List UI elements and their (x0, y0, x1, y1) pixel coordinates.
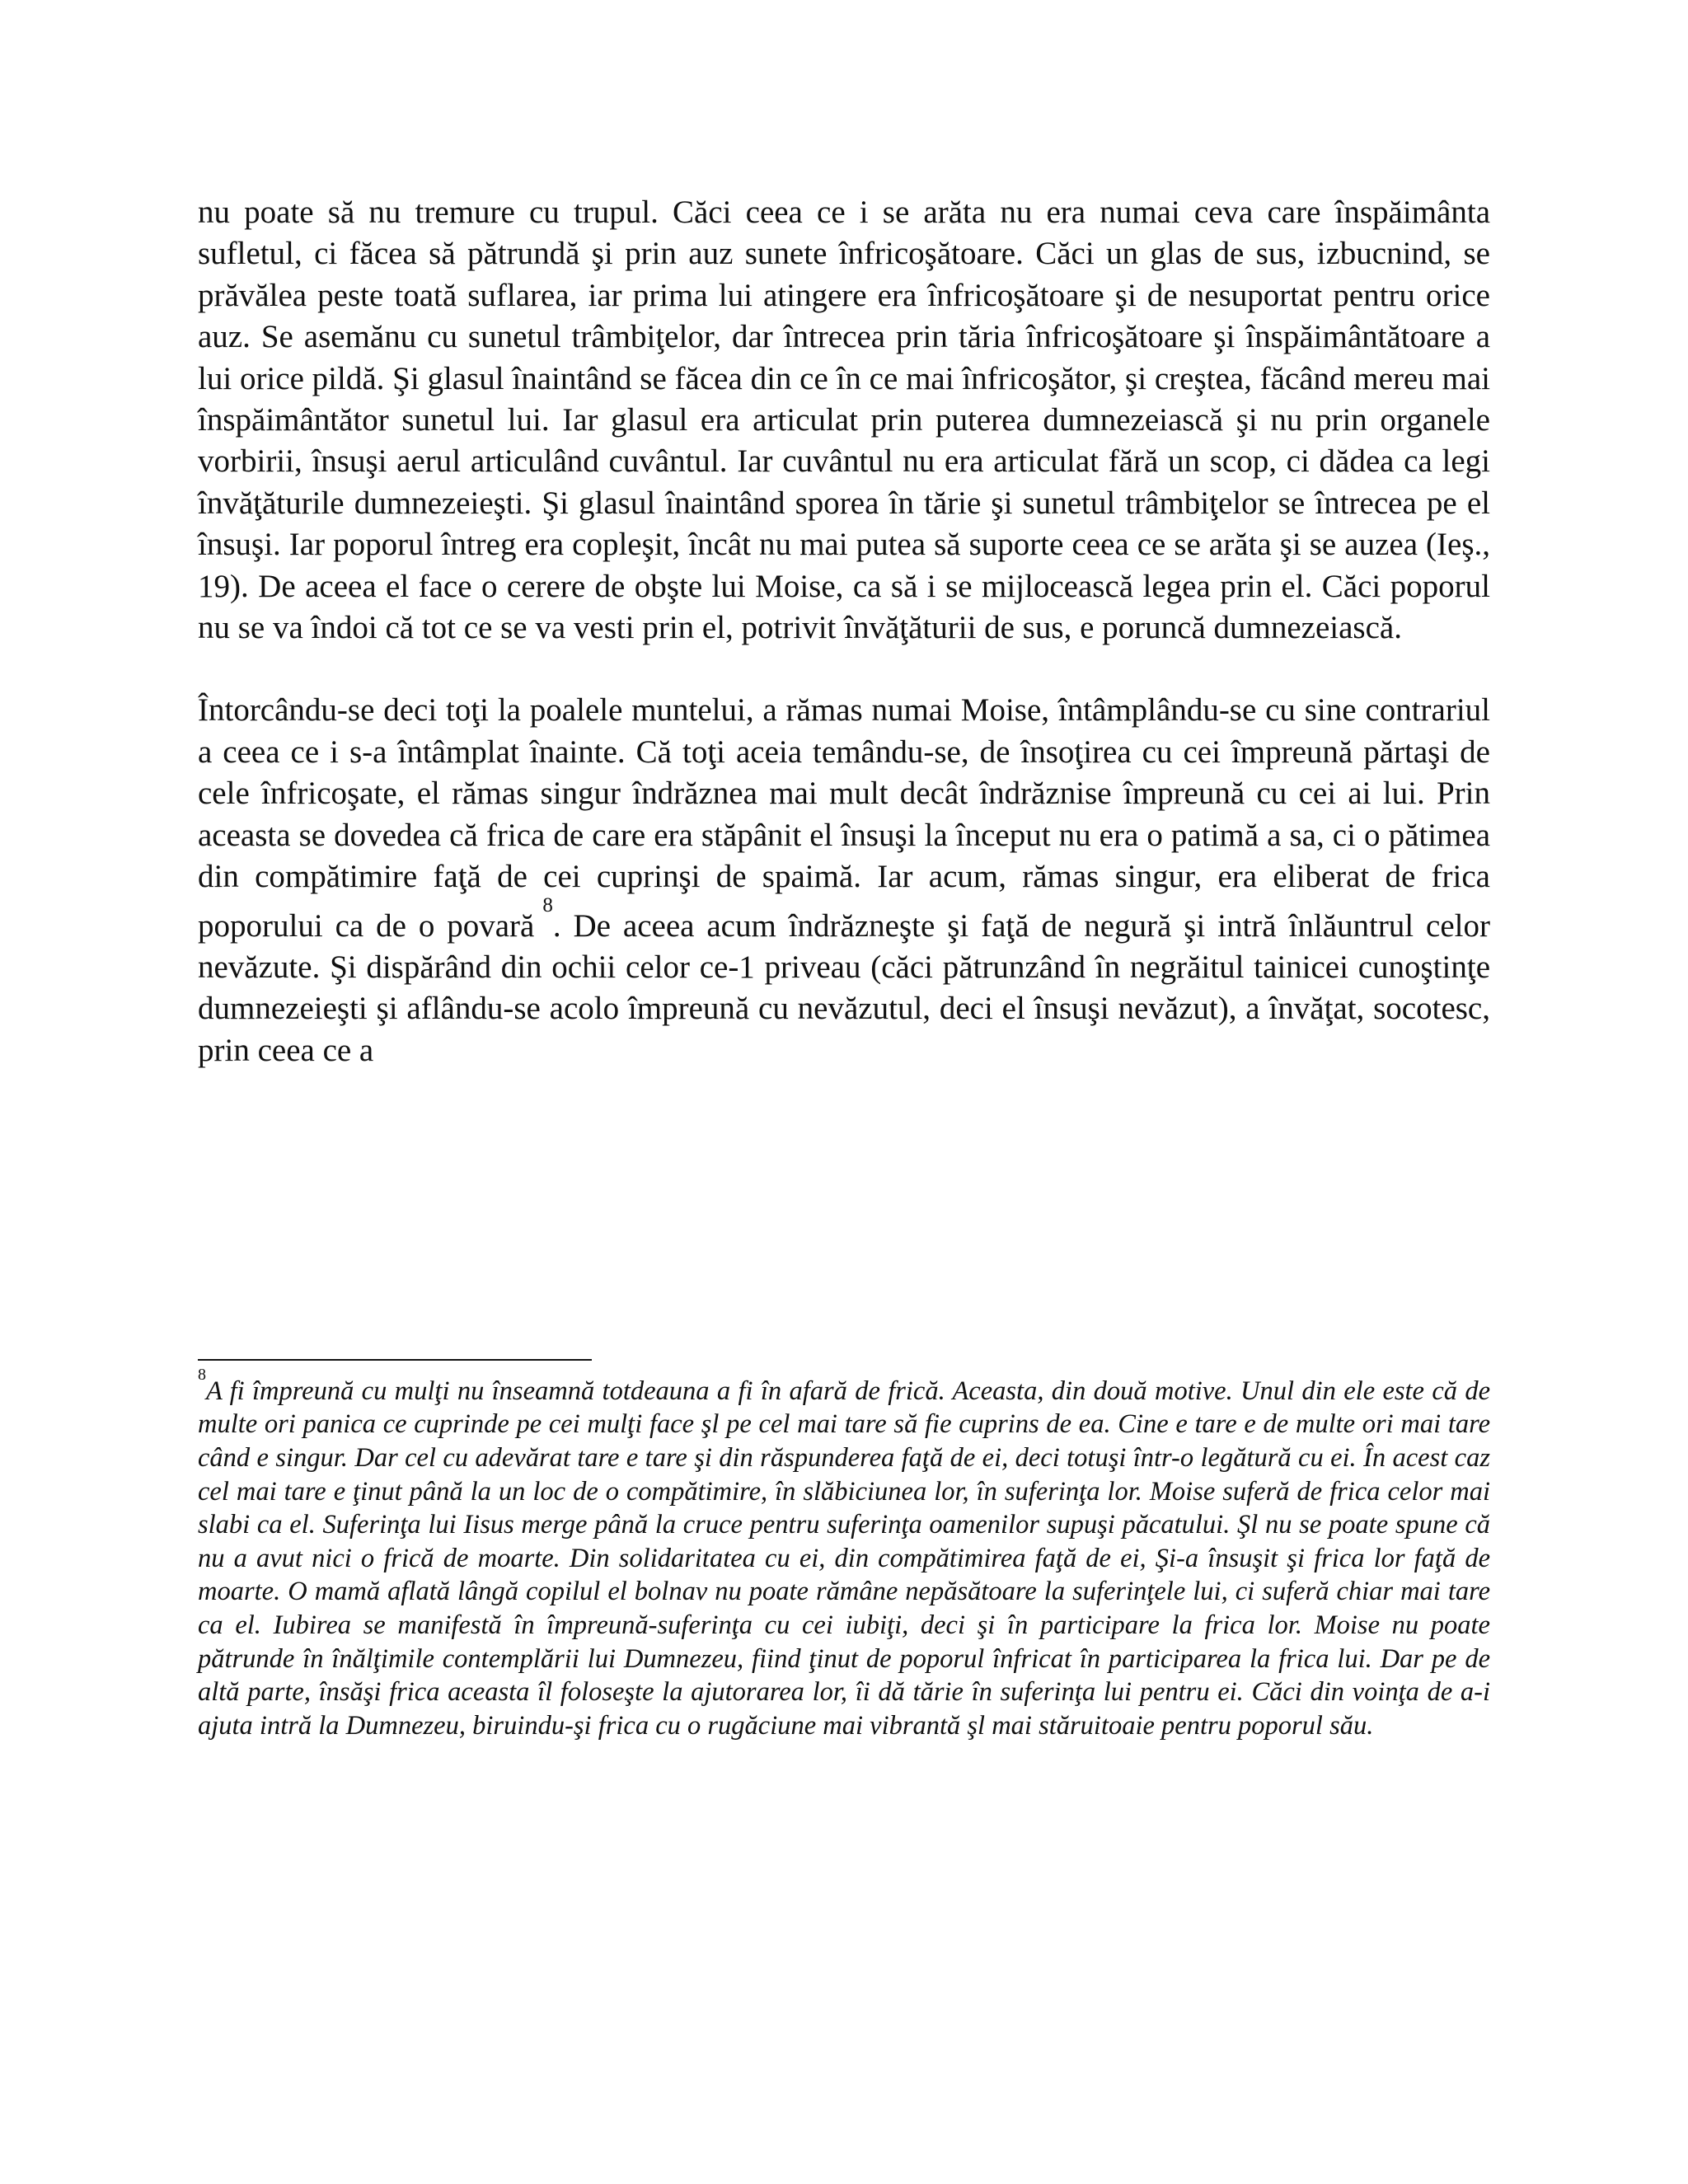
footnote-number: 8 (198, 1366, 206, 1384)
footnote-separator (198, 1359, 592, 1361)
page-body (198, 192, 1490, 1071)
body-paragraph-1: nu poate să nu tremure cu trupul. Căci ceea ce i se arăta nu era numai ceva care înspăimânta sufletul, ci făcea să pătrundă şi prin auz sunete înfricoşătoare. Căci un glas de sus, izbucnind, se prăvălea peste toată suflarea, iar prima lui atingere era înfricoşătoare şi de nesuportat pentru orice auz. Se asemănu cu sunetul trâmbiţelor, dar întrecea prin tăria înfricoşătoare şi înspăimântătoare a lui orice pildă. Şi glasul înaintând se făcea din ce în ce mai înfricoşător, şi creştea, făcând mereu mai înspăimântător sunetul lui. Iar glasul era articulat prin puterea dumnezeiască şi nu prin organele vorbirii, însuşi aerul articulând cuvântul. Iar cuvântul nu era articulat fără un scop, ci dădea ca legi învăţăturile dumnezeieşti. Şi glasul înaintând sporea în tărie şi sunetul trâmbiţelor se întrecea pe el însuşi. Iar poporul întreg era copleşit, încât nu mai putea să suporte ceea ce se arăta şi se auzea (Ieş., 19). De aceea el face o cerere de obşte lui Moise, ca să i se mijlocească legea prin el. Căci poporul nu se va îndoi că tot ce se va vesti prin el, potrivit învăţăturii de sus, e poruncă dumnezeiască. (198, 194, 1490, 646)
footnote-reference[interactable]: 8 (542, 893, 553, 916)
body-paragraph-2-part-1: Întorcându-se deci toţi la poalele muntelui, a rămas numai Moise, întâmplându-se cu sine contrariul a ceea ce i s-a întâmplat înainte. Că toţi aceia temându-se, de însoţirea cu cei împreună părtaşi de cele înfricoşate, el rămas singur îndrăznea mai mult decât îndrăznise împreună cu cei ai lui. Prin aceasta se dovedea că frica de care era stăpânit el însuşi la început nu era o patimă a sa, ci o pătimea din compătimire faţă de cei cuprinşi de spaimă. Iar acum, rămas singur, era eliberat de frica poporului ca de o povară (198, 692, 1490, 944)
footnote (198, 1368, 1490, 1742)
body-paragraph-2 (198, 690, 1490, 1071)
body-paragraph-2-part-2: . De aceea acum îndrăzneşte şi faţă de negură şi intră înlăuntrul celor nevăzute. Şi dispărând din ochii celor ce-1 priveau (căci pătrunzând în negrăitul tainicei cunoştinţe dumnezeieşti şi aflându-se acolo împreună cu nevăzutul, deci el însuşi nevăzut), a învăţat, socotesc, prin ceea ce a (198, 907, 1490, 1068)
footnote-text: A fi împreună cu mulţi nu înseamnă totdeauna a fi în afară de frică. Aceasta, din două motive. Unul din ele este că de multe ori panica ce cuprinde pe cei mulţi face şl pe cel mai tare să fie cuprins de ea. Cine e tare e de multe ori mai tare când e singur. Dar cel cu adevărat tare e tare şi din răspunderea faţă de ei, deci totuşi într-o legătură cu ei. În acest caz cel mai tare e ţinut până la un loc de o compătimire, în slăbiciunea lor, în suferinţa lor. Moise suferă de frica celor mai slabi ca el. Suferinţa lui Iisus merge până la cruce pentru suferinţa oamenilor supuşi păcatului. Şl nu se poate spune că nu a avut nici o frică de moarte. Din solidaritatea cu ei, din compătimirea faţă de ei, Şi-a însuşit şi frica lor faţă de moarte. O mamă aflată lângă copilul el bolnav nu poate rămâne nepăsătoare la suferinţele lui, ci suferă chiar mai tare ca el. Iubirea se manifestă în împreună-suferinţa cu cei iubiţi, deci şi în participare la frica lor. Moise nu poate pătrunde în înălţimile contemplării lui Dumnezeu, fiind ţinut de poporul înfricat în participarea la frica lui. Dar pe de altă parte, însăşi frica aceasta îl foloseşte la ajutorarea lor, îi dă tărie în suferinţa lui pentru ei. Căci din voinţa de a-i ajuta intră la Dumnezeu, biruindu-şi frica cu o rugăciune mai vibrantă şl mai stăruitoaie pentru poporul său. (198, 1376, 1490, 1741)
